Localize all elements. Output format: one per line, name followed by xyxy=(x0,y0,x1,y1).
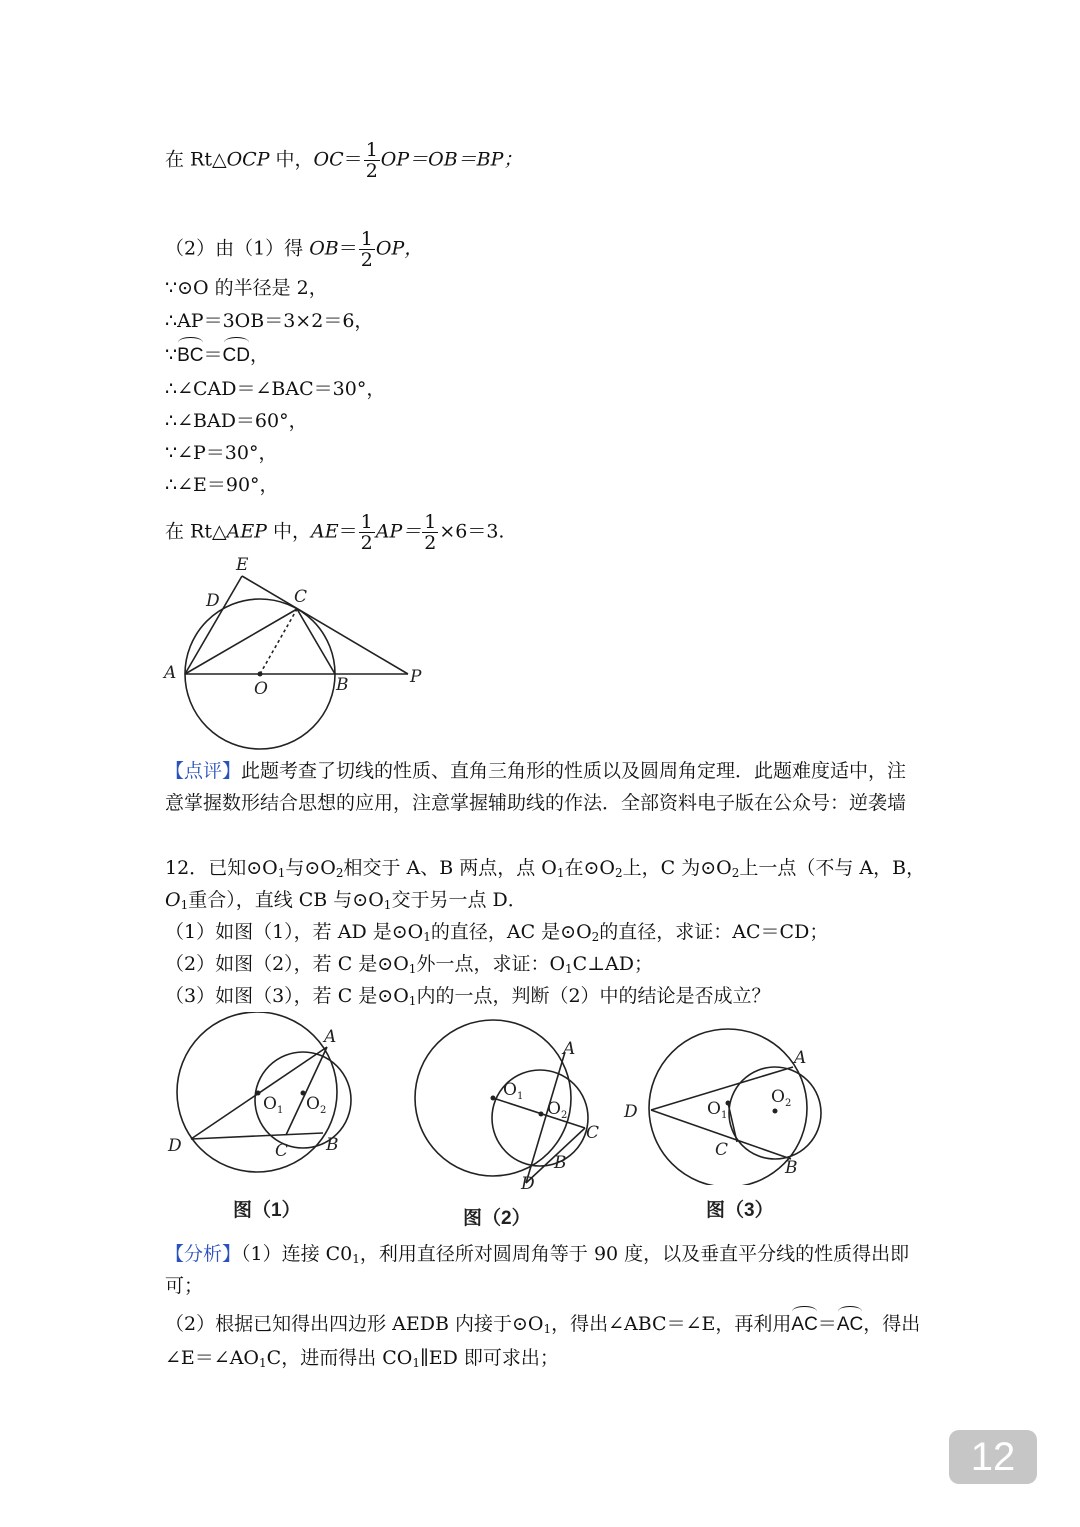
fraction-half: $\frac{1}{2}$ xyxy=(424,511,437,554)
line-ep xyxy=(242,576,408,674)
svg-text:B: B xyxy=(785,1158,798,1178)
svg-text:2: 2 xyxy=(561,1110,568,1121)
line-cb xyxy=(297,609,335,674)
page-number: 12 xyxy=(949,1430,1037,1484)
svg-text:O: O xyxy=(547,1099,561,1119)
figure-caption-1: 图（1） xyxy=(233,1200,301,1221)
problem12-line-2: $O_1$重合），直线 CB 与$⊙O_1$交于另一点 D． xyxy=(165,889,527,912)
figure-2 xyxy=(405,1018,610,1196)
line-oc xyxy=(260,609,297,674)
svg-text:O: O xyxy=(263,1094,277,1114)
problem12-line-1: 12．已知$⊙O_1$与$⊙O_2$相交于 A、B 两点，点 $O_1$在$⊙O_2$上，C 为$⊙O_2$上一点（不与 A，B， xyxy=(165,857,926,880)
svg-text:B: B xyxy=(554,1153,567,1173)
svg-text:D: D xyxy=(521,1174,535,1194)
svg-text:1: 1 xyxy=(721,1110,728,1121)
solution-line-e: ∴∠E＝90°， xyxy=(165,474,279,496)
fraction-half: $\frac{1}{2}$ xyxy=(365,139,378,182)
arc-ac: AC xyxy=(836,1314,864,1335)
arc-ac: AC xyxy=(791,1314,818,1335)
fraction-half: $\frac{1}{2}$ xyxy=(360,228,373,271)
arc-cd: CD xyxy=(222,345,250,366)
label-o: O xyxy=(254,679,268,699)
label-p: P xyxy=(410,667,422,687)
solution-line-radius: ∵⊙O 的半径是 2， xyxy=(165,277,328,299)
label-b: B xyxy=(336,675,349,695)
svg-text:A: A xyxy=(794,1048,807,1068)
analysis-line-3: （2）根据已知得出四边形 AEDB 内接于$⊙O_1$，得出∠ABC＝∠E，再利用AC＝AC，得出 xyxy=(165,1313,921,1336)
solution-line-ob: （2）由（1）得 OB＝ $\frac{1}{2}$ OP， xyxy=(165,228,424,271)
solution-line-ap: ∴AP＝3OB＝3×2＝6， xyxy=(165,310,374,332)
analysis-line-2: 可； xyxy=(165,1275,204,1297)
comment-line-1: 【点评】此题考查了切线的性质、直角三角形的性质以及圆周角定理．此题难度适中，注 xyxy=(165,760,907,782)
label-c: C xyxy=(294,587,308,607)
svg-text:A: A xyxy=(563,1039,576,1059)
solution-line-cad: ∴∠CAD＝∠BAC＝30°， xyxy=(165,378,386,400)
svg-text:C: C xyxy=(275,1141,289,1161)
label-e: E xyxy=(236,555,249,575)
svg-text:1: 1 xyxy=(517,1091,524,1102)
solution-line-ocp: 在 Rt△OCP 中，OC＝ $\frac{1}{2}$ OP＝OB＝BP； xyxy=(165,139,523,182)
problem12-q3: （3）如图（3），若 C 是$⊙O_1$内的一点，判断（2）中的结论是否成立？ xyxy=(165,985,771,1008)
fraction-half: $\frac{1}{2}$ xyxy=(360,511,373,554)
svg-text:C: C xyxy=(586,1123,600,1143)
solution-line-bad: ∴∠BAD＝60°， xyxy=(165,410,308,432)
svg-text:O: O xyxy=(306,1094,320,1114)
svg-text:O: O xyxy=(503,1080,517,1100)
comment-line-2: 意掌握数形结合思想的应用，注意掌握辅助线的作法．全部资料电子版在公众号：逆袭墙 xyxy=(165,792,907,814)
analysis-line-4: $\angle E=\angle AO_1C$，进而得出 $CO_1\parallel ED$ 即可求出； xyxy=(165,1347,559,1370)
problem12-q2: （2）如图（2），若 C 是$⊙O_1$外一点，求证：$O_1C\perp AD$； xyxy=(165,953,654,976)
svg-text:D: D xyxy=(624,1102,638,1122)
svg-text:B: B xyxy=(326,1135,339,1155)
svg-text:2: 2 xyxy=(320,1105,327,1116)
svg-text:O: O xyxy=(707,1099,721,1119)
svg-text:O: O xyxy=(771,1087,785,1107)
solution-line-p: ∵∠P＝30°， xyxy=(165,442,278,464)
svg-text:C: C xyxy=(715,1140,729,1160)
solution-line-ae: 在 Rt△AEP 中，AE＝ $\frac{1}{2}$ AP＝ $\frac{1}{2}$ ×6＝3. xyxy=(165,511,505,554)
figure-3 xyxy=(620,1025,830,1185)
svg-text:1: 1 xyxy=(277,1105,284,1116)
comment-tag: 【点评】 xyxy=(165,760,242,782)
problem12-q1: （1）如图（1），若 AD 是$⊙O_1$的直径，AC 是$⊙O_2$的直径，求证：AC＝CD； xyxy=(165,921,829,944)
figure-caption-3: 图（3） xyxy=(706,1200,774,1221)
svg-text:A: A xyxy=(324,1027,337,1047)
figure-circle-tangent xyxy=(160,552,440,757)
analysis-line-1: 【分析】（1）连接 $C0_1$，利用直径所对圆周角等于 90 度，以及垂直平分线的性质得出即 xyxy=(165,1243,910,1266)
figure-1 xyxy=(160,1012,365,1177)
label-d: D xyxy=(206,591,220,611)
svg-text:2: 2 xyxy=(785,1098,792,1109)
svg-text:D: D xyxy=(168,1136,182,1156)
line-ac xyxy=(185,609,297,674)
label-a: A xyxy=(164,663,177,683)
analysis-tag: 【分析】 xyxy=(165,1243,242,1265)
solution-line-arcs: ∵BC＝CD， xyxy=(165,344,269,366)
figure-caption-2: 图（2） xyxy=(463,1208,531,1229)
arc-bc: BC xyxy=(177,345,204,366)
